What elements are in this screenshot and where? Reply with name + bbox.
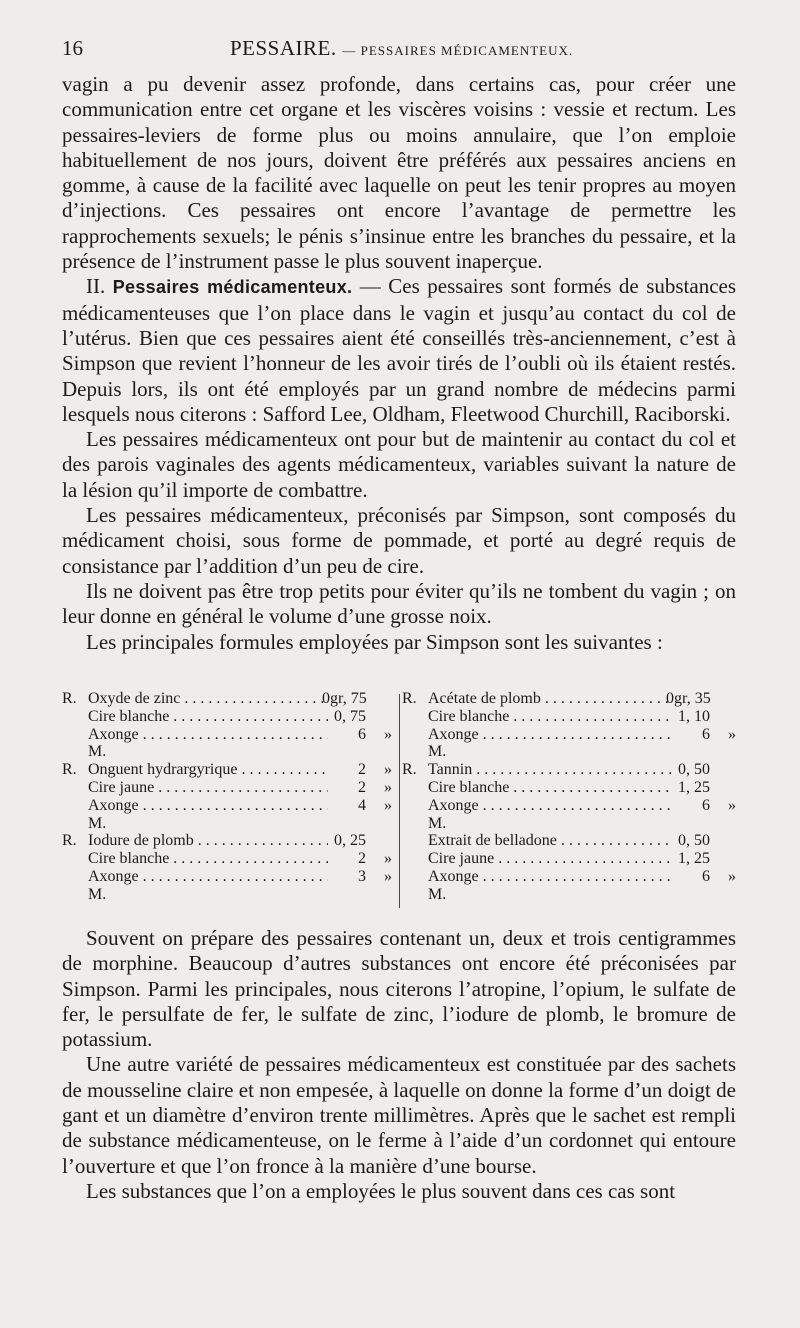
page-number: 16 (62, 36, 83, 60)
formula-row (62, 743, 392, 761)
formula-quantity: 0gr, 35 (666, 690, 711, 707)
formula-unit: » (728, 796, 736, 814)
formula-unit: » (384, 725, 392, 743)
formula-ingredient: Tannin . . . (428, 761, 672, 779)
formula-row (402, 690, 736, 708)
paragraph: Souvent on prépare des pessaires contenant un, deux et trois centigrammes de morphine. Beaucoup d’autres substances ont encore été préconisées par Simpson. Parmi les principales, nous citerons l’atropine, l’opium, le sulfate de fer, le persulfate de fer, le sulfate de zinc, l’iodure de plomb, le bromure de potassium. (62, 926, 736, 1052)
formula-unit: » (384, 778, 392, 796)
section-number: II. (86, 274, 106, 299)
formula-row (402, 832, 736, 850)
formula-quantity: 6 (358, 725, 366, 743)
page-header (62, 36, 736, 66)
formula-row (402, 743, 736, 761)
formula-row (62, 850, 392, 868)
formula-unit: » (384, 796, 392, 814)
main-text (62, 72, 736, 655)
formula-row (62, 815, 392, 833)
formula-quantity: 0, 25 (334, 832, 366, 850)
formula-row (62, 708, 392, 726)
paragraph: Une autre variété de pessaires médicamenteux est constituée par des sachets de mousseline claire et non empesée, à laquelle on donne la forme d’un doigt de gant et un diamètre d’environ trente millimètres. Après que le sachet est rempli de substance médicamenteuse, on le ferme à l’aide d’un cordonnet qui entoure l’ouverture et que l’on fronce à la manière d’une bourse. (62, 1052, 736, 1178)
formula-quantity: 2 (358, 850, 366, 868)
formula-prefix: R. (402, 690, 417, 707)
formula-quantity: 1, 25 (678, 778, 710, 796)
formula-table (62, 690, 736, 912)
formula-row (402, 779, 736, 797)
formula-unit: » (384, 850, 392, 868)
formula-quantity: 1, 25 (678, 850, 710, 868)
paragraph: Les principales formules employées par Simpson sont les suivantes : (86, 629, 663, 654)
formula-quantity: 6 (702, 796, 710, 814)
formula-ingredient: Cire jaune . . . (428, 850, 672, 868)
formula-row (402, 850, 736, 868)
formula-quantity: 1, 10 (678, 707, 710, 725)
formula-row (402, 726, 736, 744)
paragraph: Les pessaires médicamenteux, préconisés par Simpson, sont composés du médicament choisi, sous forme de pommade, et porté au degré requis de consistance par l’addition d’un peu de cire. (62, 503, 736, 578)
formula-unit: » (728, 867, 736, 885)
formula-unit: » (384, 867, 392, 885)
formula-unit: » (384, 761, 392, 779)
paragraph: Ils ne doivent pas être trop petits pour éviter qu’ils ne tombent du vagin ; on leur donne en général le volume d’une grosse noix. (62, 578, 736, 629)
paragraph: Les substances que l’on a employées le plus souvent dans ces cas sont (86, 1178, 676, 1203)
formula-row (62, 779, 392, 797)
formula-ingredient: Iodure de plomb . . . (88, 832, 328, 850)
formula-quantity: 0, 75 (334, 707, 366, 725)
formula-ingredient: Axonge . . . (88, 797, 328, 815)
formula-quantity: 3 (358, 867, 366, 885)
formula-prefix: R. (62, 832, 77, 850)
formula-row (402, 761, 736, 779)
formula-row (402, 815, 736, 833)
paragraph: Les pessaires médicamenteux ont pour but de maintenir au contact du col et des parois vaginales des agents médicamenteux, variables suivant la nature de la lésion qu’il importe de combattre. (62, 427, 736, 502)
formula-column-left (62, 690, 392, 904)
formula-quantity: 4 (358, 796, 366, 814)
section-heading: Pessaires médicamenteux. (112, 277, 353, 298)
formula-ingredient: Onguent hydrargyrique . . . (88, 761, 328, 779)
formula-ingredient: M. (88, 885, 107, 903)
formula-row (402, 868, 736, 886)
formula-prefix: R. (62, 761, 77, 779)
formula-ingredient: Cire blanche . . . (88, 850, 328, 868)
formula-row (62, 797, 392, 815)
formula-ingredient: Acétate de plomb . . . (428, 690, 672, 708)
formula-prefix: R. (402, 761, 417, 779)
formula-ingredient: Oxyde de zinc . . . (88, 690, 328, 708)
running-title (230, 36, 573, 61)
formula-ingredient: Axonge . . . (428, 868, 672, 886)
formula-ingredient: Cire blanche . . . (428, 708, 672, 726)
formula-ingredient: Cire jaune . . . (88, 779, 328, 797)
column-divider (399, 694, 400, 908)
formula-row (62, 832, 392, 850)
formula-quantity: 2 (358, 761, 366, 779)
formula-row (62, 690, 392, 708)
section-text: — Ces pessaires sont formés de substances médicamenteuses que l’on place dans le vagin et jusqu’au contact du col de l’utérus. Bien que ces pessaires aient été conseillés très-anciennement, c’est à Simpson que revient l’honneur de les avoir tirés de l’oubli où ils étaient restés. Depuis lors, ils ont été employés par un grand nombre de médecins parmi lesquels nous citerons : Safford Lee, Oldham, Fleetwood Churchill, Raciborski. (62, 274, 737, 426)
formula-ingredient: M. (88, 743, 107, 761)
formula-quantity: 0gr, 75 (322, 690, 367, 707)
formula-quantity: 0, 50 (678, 761, 710, 779)
formula-ingredient: M. (428, 885, 447, 903)
formula-ingredient: M. (428, 743, 447, 761)
formula-ingredient: Cire blanche . . . (428, 779, 672, 797)
formula-row (62, 868, 392, 886)
section-paragraph (62, 274, 736, 427)
formula-column-right (402, 690, 736, 904)
running-title-sub: — PESSAIRES MÉDICAMENTEUX. (342, 43, 574, 58)
formula-ingredient: Extrait de belladone . . . (428, 832, 672, 850)
closing-text (62, 926, 736, 1204)
formula-quantity: 0, 50 (678, 832, 710, 850)
formula-ingredient: M. (428, 814, 447, 832)
formula-ingredient: Cire blanche . . . (88, 708, 328, 726)
formula-ingredient: Axonge . . . (428, 726, 672, 744)
formula-quantity: 2 (358, 778, 366, 796)
formula-prefix: R. (62, 690, 77, 707)
formula-ingredient: Axonge . . . (88, 726, 328, 744)
formula-quantity: 6 (702, 867, 710, 885)
running-title-main: PESSAIRE. (230, 36, 337, 60)
formula-row (402, 886, 736, 904)
formula-quantity: 6 (702, 725, 710, 743)
formula-row (402, 708, 736, 726)
formula-row (402, 797, 736, 815)
formula-ingredient: Axonge . . . (88, 868, 328, 886)
formula-row (62, 886, 392, 904)
formula-ingredient: Axonge . . . (428, 797, 672, 815)
paragraph: vagin a pu devenir assez profonde, dans certains cas, pour créer une communication entre cet organe et les viscères voisins : vessie et rectum. Les pessaires-leviers de forme plus ou moins annulaire, que l’on emploie habituellement de nos jours, doivent être préférés aux pessaires anciens en gomme, à cause de la facilité avec laquelle on peut les tenir propres au moyen d’injections. Ces pessaires ont encore l’avantage de permettre les rapprochements sexuels; le pénis s’insinue entre les branches du pessaire, et la présence de l’instrument passe le plus souvent inaperçue. (62, 72, 736, 274)
formula-row (62, 726, 392, 744)
formula-row (62, 761, 392, 779)
formula-ingredient: M. (88, 814, 107, 832)
formula-unit: » (728, 725, 736, 743)
